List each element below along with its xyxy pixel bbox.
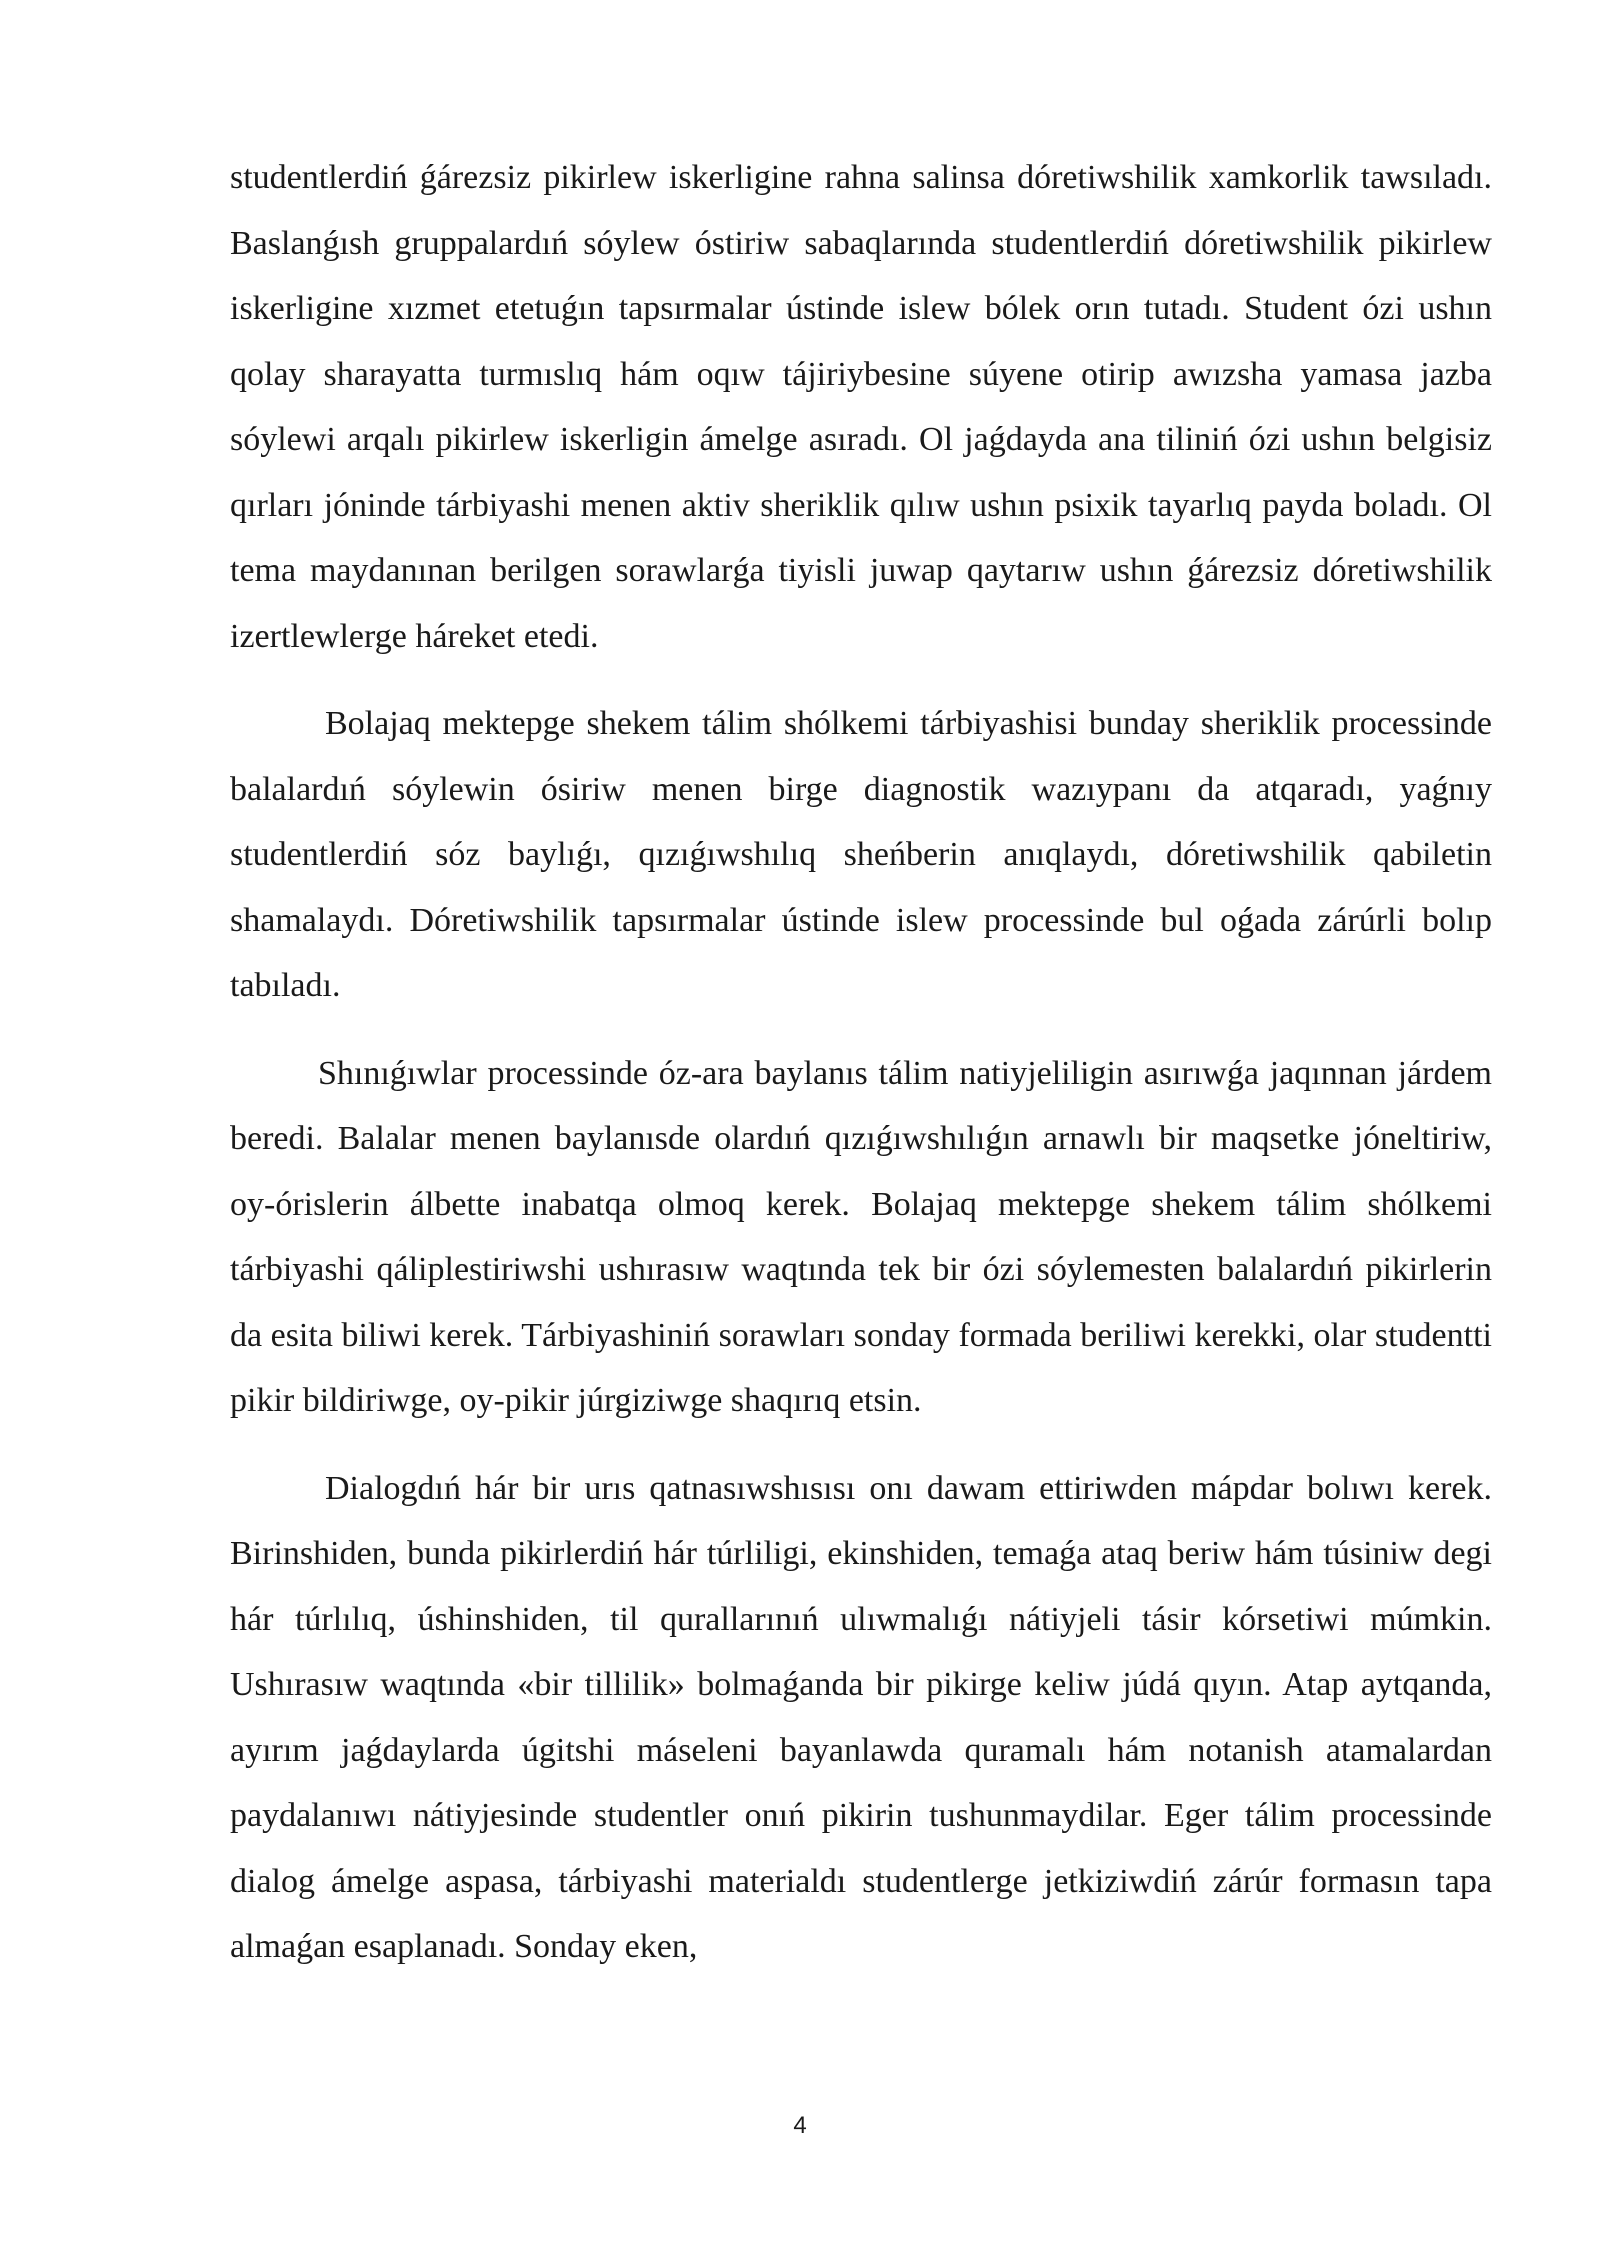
paragraph-4: Dialogdıń hár bir urıs qatnasıwshısısı onı dawam ettiriwden mápdar bolıwı kerek. Birinshiden, bunda pikirlerdiń hár túrliligi, ekinshiden, temaǵa ataq beriw hám túsiniw degi hár túrlılıq, úshinshiden, til qurallarınıń ulıwmalıǵı nátiyjeli tásir kórsetiwi múmkin. Ushırasıw waqtında «bir tillilik» bolmaǵanda bir pikirge keliw júdá qıyın. Atap aytqanda, ayırım jaǵdaylarda úgitshi máseleni bayanlawda quramalı hám notanish atamalardan paydalanıwı nátiyjesinde studentler onıń pikirin tushunmaydilar. Eger tálim processinde dialog ámelge aspasa, tárbiyashi materialdı studentlerge jetkiziwdiń zárúr formasın tapa almaǵan esaplanadı. Sonday eken, [230,1469,1492,1965]
paragraph-1: studentlerdiń ǵárezsiz pikirlew iskerligine rahna salinsa dóretiwshilik xamkorlik tawsıladı. Baslanǵısh gruppalardıń sóylew óstiriw sabaqlarında studentlerdiń dóretiwshilik pikirlew iskerligine xızmet etetuǵın tapsırmalar ústinde islew bólek orın tutadı. Student ózi ushın qolay sharayatta turmıslıq hám oqıw tájiriybesine súyene otirip awızsha yamasa jazba sóylewi arqalı pikirlew iskerligin ámelge asıradı. Ol jaǵdayda ana tiliniń ózi ushın belgisiz qırları jóninde tárbiyashi menen aktiv sheriklik qılıw ushın psixik tayarlıq payda boladı. Ol tema maydanınan berilgen sorawlarǵa tiyisli juwap qaytarıw ushın ǵárezsiz dóretiwshilik izertlewlerge háreket etedi. [230,159,1492,655]
paragraph-3: Shınıǵıwlar processinde óz-ara baylanıs tálim natiyjeliligin asırıwǵa jaqınnan járdem beredi. Balalar menen baylanısde olardıń qızıǵıwshılıǵın arnawlı bir maqsetke jóneltiriw, oy-órislerin álbette inabatqa olmoq kerek. Bolajaq mektepge shekem tálim shólkemi tárbiyashi qáliplestiriwshi ushırasıw waqtında tek bir ózi sóylemesten balalardıń pikirlerin da esita biliwi kerek. Tárbiyashiniń sorawları sonday formada beriliwi kerekki, olar studentti pikir bildiriwge, oy-pikir júrgiziwge shaqırıq etsin. [230,1054,1492,1419]
page-number: 4 [793,2112,807,2139]
paragraph-2: Bolajaq mektepge shekem tálim shólkemi tárbiyashisi bunday sheriklik processinde balalardıń sóylewin ósiriw menen birge diagnostik wazıypanı da atqaradı, yaǵnıy studentlerdiń sóz baylıǵı, qızıǵıwshılıq sheńberin anıqlaydı, dóretiwshilik qabiletin shamalaydı. Dóretiwshilik tapsırmalar ústinde islew processinde bul oǵada zárúrli bolıp tabıladı. [230,705,1492,1004]
document-body [230,145,1492,2002]
